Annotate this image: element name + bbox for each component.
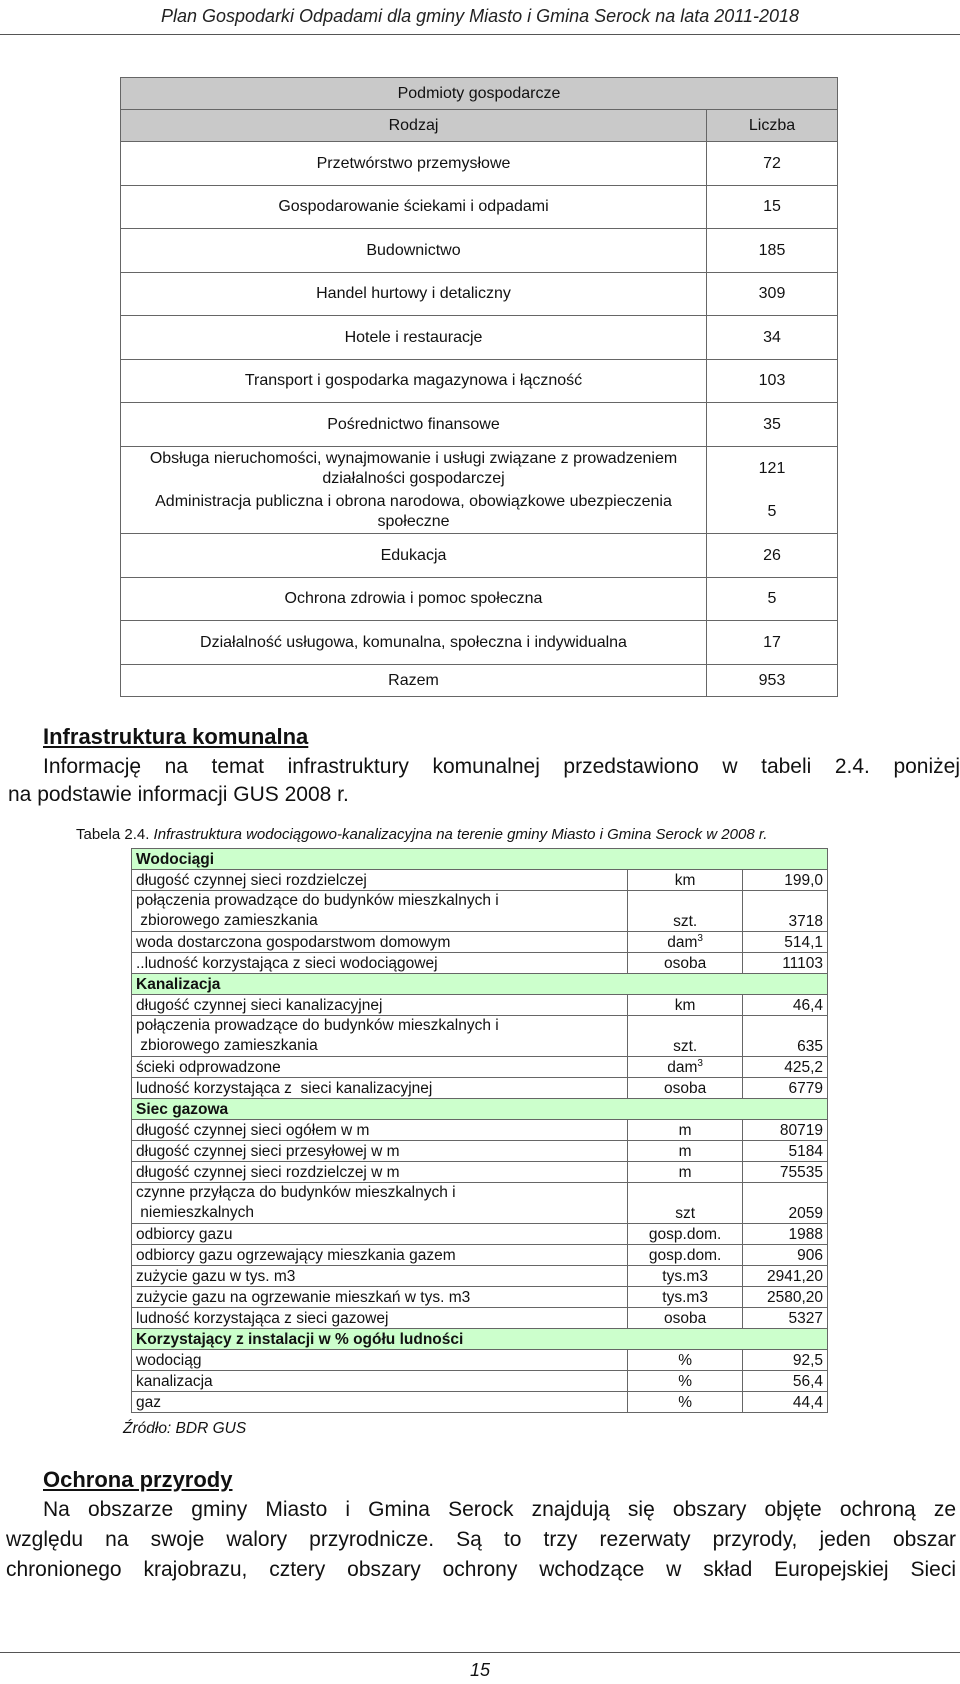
unit-text: m: [678, 1122, 692, 1139]
infrastructure-table: [131, 848, 828, 1413]
table-row: [132, 870, 828, 891]
unit-text: szt.: [673, 1038, 698, 1055]
row-value: 3718: [743, 891, 828, 932]
row-unit: [628, 1120, 743, 1141]
row-name: Pośrednictwo finansowe: [121, 403, 707, 447]
unit-text: osoba: [664, 1080, 707, 1097]
page-header: Plan Gospodarki Odpadami dla gminy Miasto i Gmina Serock na lata 2011-2018: [160, 6, 799, 26]
unit-superscript: 3: [697, 1057, 703, 1069]
table-row: [121, 578, 838, 621]
row-name-line: zbiorowego zamieszkania: [136, 1037, 318, 1054]
row-value: 103: [707, 360, 838, 403]
row-value: 80719: [743, 1120, 828, 1141]
row-name: Gospodarowanie ściekami i odpadami: [121, 186, 707, 229]
row-unit: [628, 1141, 743, 1162]
table-row: [132, 1016, 828, 1057]
row-unit: [628, 995, 743, 1016]
row-value: 72: [707, 142, 838, 186]
row-unit: [628, 1392, 743, 1413]
row-name: Transport i gospodarka magazynowa i łączność: [121, 360, 707, 403]
table-row: [132, 1120, 828, 1141]
footer-divider: [0, 1652, 960, 1653]
table-row: [132, 1162, 828, 1183]
row-value: 5327: [743, 1308, 828, 1329]
table-row: [132, 1287, 828, 1308]
paragraph-line: względu na swoje walory przyrodnicze. Są to trzy rezerwaty przyrody, jeden obszar: [6, 1528, 956, 1551]
unit-text: tys.m3: [662, 1268, 708, 1285]
row-name: Hotele i restauracje: [121, 316, 707, 360]
unit-text: %: [678, 1373, 693, 1390]
row-value: 92,5: [743, 1350, 828, 1371]
row-value: 5: [707, 490, 838, 534]
row-value: 15: [707, 186, 838, 229]
row-value: 2941,20: [743, 1266, 828, 1287]
table-row: [132, 1350, 828, 1371]
row-name: zużycie gazu na ogrzewanie mieszkań w tys. m3: [132, 1287, 628, 1308]
col-header-rodzaj: Rodzaj: [121, 110, 707, 142]
table-row: [132, 1371, 828, 1392]
row-name: gaz: [132, 1392, 628, 1413]
row-name: ..ludność korzystająca z sieci wodociągowej: [132, 953, 628, 974]
row-name-line: zbiorowego zamieszkania: [136, 912, 318, 929]
section-header-row: [132, 1099, 828, 1120]
row-value: 17: [707, 621, 838, 665]
row-value: 75535: [743, 1162, 828, 1183]
row-unit: [628, 1057, 743, 1078]
row-value: 185: [707, 229, 838, 273]
row-name: długość czynnej sieci rozdzielczej w m: [132, 1162, 628, 1183]
row-unit: [628, 870, 743, 891]
table-row: [132, 1392, 828, 1413]
table-row: [121, 490, 838, 534]
row-name: [132, 891, 628, 932]
row-unit: [628, 1287, 743, 1308]
row-unit: [628, 932, 743, 953]
nature-paragraph: [6, 1495, 956, 1585]
row-name: wodociąg: [132, 1350, 628, 1371]
row-unit: [628, 1308, 743, 1329]
table-row: [132, 1141, 828, 1162]
unit-text: szt.: [673, 913, 698, 930]
row-name: woda dostarczona gospodarstwom domowym: [132, 932, 628, 953]
unit-text: %: [678, 1352, 693, 1369]
row-value: 46,4: [743, 995, 828, 1016]
row-value: 56,4: [743, 1371, 828, 1392]
unit-superscript: 3: [697, 932, 703, 944]
section-title: Wodociągi: [132, 849, 828, 870]
row-value: 199,0: [743, 870, 828, 891]
header-divider: [0, 34, 960, 35]
row-value: 44,4: [743, 1392, 828, 1413]
row-value: 906: [743, 1245, 828, 1266]
total-value: 953: [707, 665, 838, 697]
row-name: Przetwórstwo przemysłowe: [121, 142, 707, 186]
table-row: [132, 1266, 828, 1287]
row-unit: [628, 1245, 743, 1266]
table-row: [132, 995, 828, 1016]
row-name: kanalizacja: [132, 1371, 628, 1392]
table-row: [121, 534, 838, 578]
row-name: Ochrona zdrowia i pomoc społeczna: [121, 578, 707, 621]
row-name: długość czynnej sieci rozdzielczej: [132, 870, 628, 891]
businesses-table-title: Podmioty gospodarcze: [121, 78, 838, 110]
table-row: [132, 953, 828, 974]
col-header-liczba: Liczba: [707, 110, 838, 142]
table-row: [121, 447, 838, 491]
row-name: [132, 1183, 628, 1224]
row-value: 2580,20: [743, 1287, 828, 1308]
section-title: Korzystający z instalacji w % ogółu ludności: [132, 1329, 828, 1350]
row-name: długość czynnej sieci ogółem w m: [132, 1120, 628, 1141]
row-name: zużycie gazu w tys. m3: [132, 1266, 628, 1287]
unit-text: szt: [675, 1205, 696, 1222]
section-title: Siec gazowa: [132, 1099, 828, 1120]
table-row: [121, 229, 838, 273]
row-name: Administracja publiczna i obrona narodowa, obowiązkowe ubezpieczenia społeczne: [121, 490, 707, 534]
row-unit: [628, 1078, 743, 1099]
row-name: odbiorcy gazu ogrzewający mieszkania gazem: [132, 1245, 628, 1266]
table-row: [121, 186, 838, 229]
unit-text: m: [678, 1143, 692, 1160]
unit-text: dam: [667, 934, 698, 951]
section-header-row: [132, 849, 828, 870]
row-name-line: połączenia prowadzące do budynków mieszkalnych i: [136, 892, 499, 909]
row-name: odbiorcy gazu: [132, 1224, 628, 1245]
table-row: [121, 273, 838, 316]
unit-text: m: [678, 1164, 692, 1181]
caption-number: Tabela 2.4.: [76, 826, 150, 843]
table-row: [132, 932, 828, 953]
unit-text: dam: [667, 1059, 698, 1076]
row-value: 35: [707, 403, 838, 447]
row-unit: [628, 1162, 743, 1183]
unit-text: gosp.dom.: [648, 1247, 722, 1264]
table-row: [132, 1224, 828, 1245]
row-unit: [628, 1350, 743, 1371]
row-name-line: połączenia prowadzące do budynków mieszkalnych i: [136, 1017, 499, 1034]
table-row: [121, 403, 838, 447]
row-value: 5: [707, 578, 838, 621]
row-value: 425,2: [743, 1057, 828, 1078]
row-name-line: czynne przyłącza do budynków mieszkalnych i: [136, 1184, 456, 1201]
unit-text: tys.m3: [662, 1289, 708, 1306]
row-value: 514,1: [743, 932, 828, 953]
section-heading-infrastructure: Infrastruktura komunalna: [43, 724, 309, 749]
row-unit: [628, 1016, 743, 1057]
total-label: Razem: [121, 665, 707, 697]
table-row: [121, 142, 838, 186]
table-row: [132, 1308, 828, 1329]
table-row: [121, 316, 838, 360]
row-value: 6779: [743, 1078, 828, 1099]
row-unit: [628, 1183, 743, 1224]
table-row: [132, 1183, 828, 1224]
table-row: [132, 1245, 828, 1266]
row-value: 26: [707, 534, 838, 578]
row-name: Handel hurtowy i detaliczny: [121, 273, 707, 316]
paragraph-line: Na obszarze gminy Miasto i Gmina Serock znajdują się obszary objęte ochroną ze: [43, 1498, 956, 1521]
row-name: ścieki odprowadzone: [132, 1057, 628, 1078]
businesses-table: [120, 77, 838, 697]
paragraph-line: chronionego krajobrazu, cztery obszary ochrony wchodzące w skład Europejskiej Sieci: [6, 1558, 956, 1581]
row-value: 11103: [743, 953, 828, 974]
table-row: [121, 621, 838, 665]
row-unit: [628, 891, 743, 932]
unit-text: km: [674, 872, 696, 889]
row-value: 5184: [743, 1141, 828, 1162]
table-caption: [76, 826, 767, 843]
row-name: Obsługa nieruchomości, wynajmowanie i usługi związane z prowadzeniem działalności gospodarczej: [121, 447, 707, 491]
table-source: Źródło: BDR GUS: [123, 1420, 247, 1437]
table-row: [121, 360, 838, 403]
row-name: Budownictwo: [121, 229, 707, 273]
table-row: [132, 891, 828, 932]
unit-text: km: [674, 997, 696, 1014]
section-title: Kanalizacja: [132, 974, 828, 995]
page-number: 15: [469, 1660, 491, 1680]
paragraph-line: Informację na temat infrastruktury komunalnej przedstawiono w tabeli 2.4. poniżej: [43, 755, 960, 778]
unit-text: gosp.dom.: [648, 1226, 722, 1243]
unit-text: %: [678, 1394, 693, 1411]
row-name: [132, 1016, 628, 1057]
row-unit: [628, 1224, 743, 1245]
paragraph-line: na podstawie informacji GUS 2008 r.: [8, 783, 349, 806]
infrastructure-paragraph: [8, 753, 960, 809]
row-value: 635: [743, 1016, 828, 1057]
row-name: długość czynnej sieci przesyłowej w m: [132, 1141, 628, 1162]
row-name: Edukacja: [121, 534, 707, 578]
row-unit: [628, 1266, 743, 1287]
unit-text: osoba: [664, 955, 707, 972]
caption-text: Infrastruktura wodociągowo-kanalizacyjna na terenie gminy Miasto i Gmina Serock w 2008 r.: [149, 826, 768, 843]
row-value: 34: [707, 316, 838, 360]
row-name: Działalność usługowa, komunalna, społeczna i indywidualna: [121, 621, 707, 665]
table-row: [132, 1078, 828, 1099]
row-name: ludność korzystająca z sieci kanalizacyjnej: [132, 1078, 628, 1099]
row-name: ludność korzystająca z sieci gazowej: [132, 1308, 628, 1329]
row-name-line: niemieszkalnych: [136, 1204, 255, 1221]
row-value: 121: [707, 447, 838, 491]
table-row: [132, 1057, 828, 1078]
row-value: 2059: [743, 1183, 828, 1224]
section-header-row: [132, 974, 828, 995]
row-name: długość czynnej sieci kanalizacyjnej: [132, 995, 628, 1016]
row-value: 309: [707, 273, 838, 316]
table-total-row: [121, 665, 838, 697]
row-value: 1988: [743, 1224, 828, 1245]
row-unit: [628, 953, 743, 974]
unit-text: osoba: [664, 1310, 707, 1327]
section-heading-nature: Ochrona przyrody: [43, 1467, 233, 1492]
section-header-row: [132, 1329, 828, 1350]
row-unit: [628, 1371, 743, 1392]
